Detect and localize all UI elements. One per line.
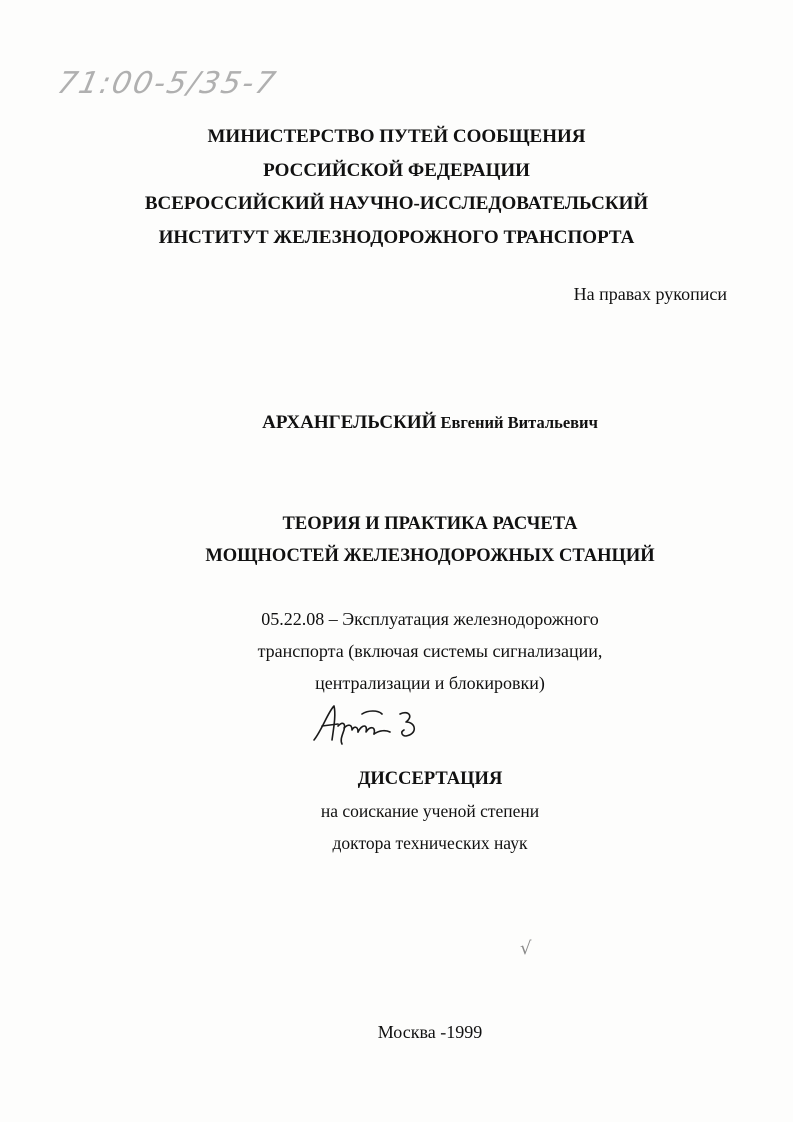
degree-line: на соискание ученой степени [320,801,540,821]
header-line: ИНСТИТУТ ЖЕЛЕЗНОДОРОЖНОГО ТРАНСПОРТА [158,226,635,248]
specialty-line: транспорта (включая системы сигнализации, [257,641,603,661]
author-surname: АРХАНГЕЛЬСКИЙ [262,412,437,433]
specialty-line: 05.22.08 – Эксплуатация железнодорожного [261,609,599,629]
title-line: ТЕОРИЯ И ПРАКТИКА РАСЧЕТА [282,514,578,534]
rights-note: На правах рукописи [573,284,727,304]
header-line: МИНИСТЕРСТВО ПУТЕЙ СООБЩЕНИЯ [207,126,586,147]
specialty-block [0,603,793,699]
header-line: ВСЕРОССИЙСКИЙ НАУЧНО-ИССЛЕДОВАТЕЛЬСКИЙ [144,193,649,214]
author-signature [308,700,448,748]
ministry-header [0,120,793,254]
header-line: РОССИЙСКОЙ ФЕДЕРАЦИИ [263,159,530,181]
archive-code: 71:00-5/35-7 [54,66,281,101]
place-year: Москва -1999 [377,1022,483,1042]
dissertation-type: ДИССЕРТАЦИЯ [357,769,503,789]
degree-line: доктора технических наук [332,833,528,853]
check-mark-icon: √ [520,938,532,959]
title-line: МОЩНОСТЕЙ ЖЕЛЕЗНОДОРОЖНЫХ СТАНЦИЙ [205,546,655,566]
author-given-names: Евгений Витальевич [440,413,598,432]
dissertation-block [0,763,793,859]
dissertation-title [0,508,793,572]
author-name [0,412,793,434]
specialty-line: централизации и блокировки) [315,673,545,693]
